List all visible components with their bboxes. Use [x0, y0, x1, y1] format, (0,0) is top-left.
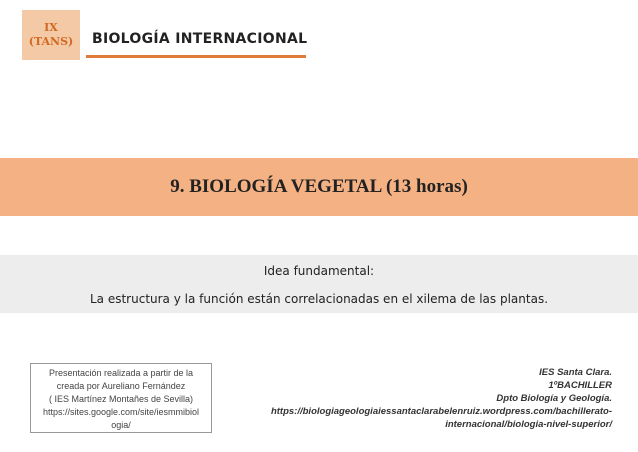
course-title: BIOLOGÍA INTERNACIONAL	[92, 31, 308, 47]
topic-title: 9. BIOLOGÍA VEGETAL (13 horas)	[170, 176, 468, 197]
unit-tag-code: (TANS)	[28, 35, 74, 48]
school-url[interactable]: https://biologiageologiaiessantaclarabelenruiz.wordpress.com/bachillerato-	[270, 406, 612, 417]
idea-box	[0, 255, 638, 313]
credit-url[interactable]: https://sites.google.com/site/iesmmibiol	[42, 407, 200, 417]
credit-line: creada por Aureliano Fernández	[56, 381, 186, 391]
school-level: 1ºBACHILLER	[548, 380, 612, 391]
idea-label: Idea fundamental:	[263, 264, 375, 278]
credit-line: ( IES Martínez Montañes de Sevilla)	[48, 394, 194, 404]
unit-tag	[22, 10, 80, 60]
credit-url[interactable]: ogia/	[111, 420, 131, 430]
topic-banner	[0, 158, 638, 216]
school-department: Dpto Biología y Geología.	[496, 393, 612, 404]
school-url[interactable]: internacional/biologia-nivel-superior/	[445, 419, 612, 430]
idea-text: La estructura y la función están correlacionadas en el xilema de las plantas.	[89, 292, 549, 306]
unit-tag-number: IX	[44, 21, 58, 34]
title-underline	[86, 55, 306, 58]
school-info	[212, 366, 612, 431]
school-name: IES Santa Clara.	[539, 367, 612, 378]
credit-line: Presentación realizada a partir de la	[48, 368, 194, 378]
credit-box	[30, 363, 212, 433]
